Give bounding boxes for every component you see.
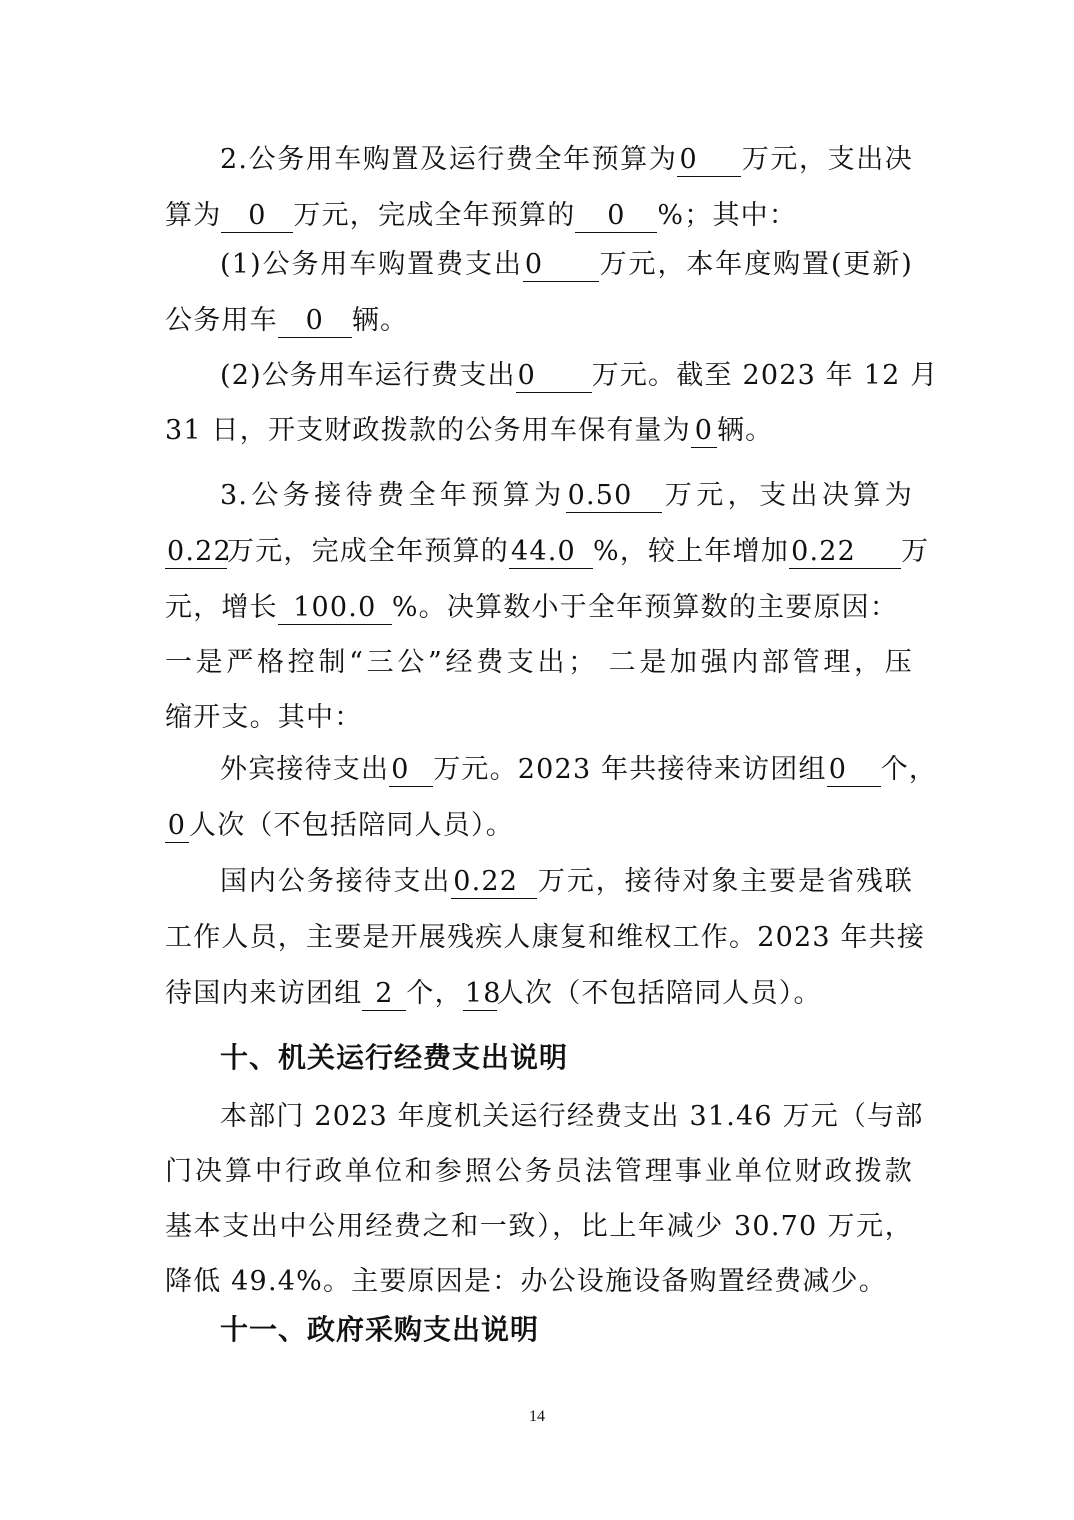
reception-growth-value: 100.0 [278,592,392,625]
foreign-reception-line-2: 0 人次（不包括陪同人员）。 [165,806,913,846]
foreign-persons-value: 0 [165,810,189,843]
reception-line-5: 缩开支。其中： [165,702,363,733]
vehicle-count-value: 0 [278,305,352,338]
vehicle-purchase-line-1: (1)公务用车购置费支出0 万元，本年度购置(更新) [220,249,914,280]
reception-line-3: 元，增长 100.0 %。决算数小于全年预算数的主要原因： [165,592,899,623]
foreign-groups-value: 0 [827,754,881,787]
vehicle-completion-value: 0 [575,200,657,233]
domestic-reception-value: 0.22 [451,866,537,899]
vehicle-budget-value: 0 [677,144,741,177]
operating-cost-line-4: 降低 49.4%。主要原因是：办公设施设备购置经费减少。 [165,1266,887,1297]
vehicle-operation-line-2: 31 日，开支财政拨款的公务用车保有量为 0 辆。 [165,415,774,446]
reception-line-2: 0.22万元，完成全年预算的44.0 %，较上年增加0.22 万 [167,536,930,567]
reception-line-4: 一是严格控制“三公”经费支出； 二是加强内部管理，压 [165,647,913,678]
vehicle-purchase-value: 0 [523,249,599,282]
vehicle-holding-value: 0 [691,415,717,448]
vehicle-budget-line-1: 2.公务用车购置及运行费全年预算为0 万元，支出决 [220,144,913,175]
foreign-reception-line-1: 外宾接待支出0 万元。2023 年共接待来访团组0 个， [220,754,938,785]
vehicle-purchase-line-2: 公务用车 0 辆。 [165,305,409,336]
operating-cost-line-2: 门决算中行政单位和参照公务员法管理事业单位财政拨款 [165,1156,913,1187]
reception-increase-value: 0.22 [789,536,901,569]
vehicle-final-value: 0 [221,200,293,233]
operating-cost-line-3: 基本支出中公用经费之和一致），比上年减少 30.70 万元， [165,1211,913,1242]
section-11-heading: 十一、政府采购支出说明 [220,1313,540,1346]
domestic-reception-line-2: 工作人员，主要是开展残疾人康复和维权工作。2023 年共接 [165,922,926,953]
domestic-persons-value: 18 [464,978,502,1009]
vehicle-operation-value: 0 [516,360,592,393]
foreign-reception-value: 0 [389,754,433,787]
domestic-reception-line-1: 国内公务接待支出0.22 万元，接待对象主要是省残联 [220,866,913,897]
reception-completion-value: 44.0 [509,536,593,569]
reception-budget-value: 0.50 [566,480,662,513]
vehicle-operation-line-1: (2)公务用车运行费支出0 万元。截至 2023 年 12 月 [220,360,939,391]
domestic-reception-line-3: 待国内来访团组 2 个，18人次（不包括陪同人员）。 [165,978,822,1009]
section-10-heading: 十、机关运行经费支出说明 [220,1041,569,1074]
operating-cost-line-1: 本部门 2023 年度机关运行经费支出 31.46 万元（与部 [220,1101,924,1132]
page-number: 14 [529,1408,545,1425]
reception-line-1: 3.公务接待费全年预算为0.50 万元，支出决算为 [220,480,913,511]
vehicle-budget-line-2: 算为 0 万元，完成全年预算的 0 %；其中： [165,200,798,231]
reception-final-value: 0.22 [167,536,232,567]
domestic-groups-value: 2 [362,978,406,1011]
